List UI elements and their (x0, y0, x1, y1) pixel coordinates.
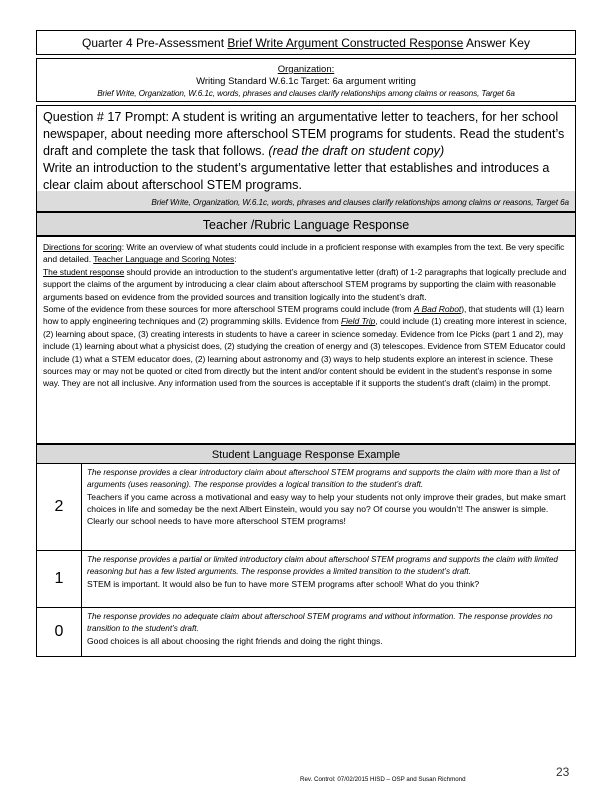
directions-text6: , could include (1) creating more interest in science, (2) learning about space, (3) creating interests in students to have a career in science someday. Evidence from Ice Picks (part 1 and 2), may include (1) learning about what a physicist does, (2) studying the creation of energy and (3) telescopes. Evidence from STEM Educator could include (1) what a STEM educator does, (2) learning about astronomy and (3) ways to help students explore an interest in science. These sources may or may not be quoted or cited from directly but the intent and/or content should be evident in the student’s response in some way. They are not all inclusive. Any information used from the sources is acceptable if it supports the student’s draft (claim) in the prompt. (43, 316, 567, 389)
question-subline: Brief Write, Organization, W.6.1c, words, phrases and clauses clarify relationships among claims or reasons, Target 6a (151, 198, 569, 207)
title-part1: Quarter 4 Pre-Assessment (82, 36, 228, 50)
footer-revision: Rev. Control: 07/02/2015 HISD – OSP and Susan Richmond (300, 776, 466, 783)
directions-box (36, 236, 576, 444)
question-prompt-note: (read the draft on student copy) (264, 144, 445, 158)
rubric-row-score-1 (36, 551, 576, 608)
source-field-trip: Field Trip (341, 316, 376, 327)
organization-label: Organization: (277, 64, 335, 75)
rubric-text (87, 467, 571, 527)
source-a-bad-robot: A Bad Robot (413, 304, 462, 315)
rubric-example: Good choices is all about choosing the right friends and doing the right things. (87, 635, 383, 646)
teacher-header: Teacher /Rubric Language Response (36, 212, 576, 236)
rubric-text (87, 611, 571, 647)
organization-description: Brief Write, Organization, W.6.1c, words, phrases and clauses clarify relationships among claims or reasons, Target 6a (97, 89, 515, 98)
title-part3: Answer Key (463, 36, 530, 50)
organization-box (36, 58, 576, 102)
score-cell: 2 (37, 464, 82, 550)
rubric-description: The response provides no adequate claim about afterschool STEM programs and without information. The response provides no transition to the student’s draft. (87, 612, 553, 633)
rubric-row-score-2 (36, 464, 576, 551)
score-cell: 1 (37, 551, 82, 607)
title-box (36, 30, 576, 55)
notes-label: Teacher Language and Scoring Notes (93, 254, 235, 265)
title-part2: Brief Write Argument Constructed Response (227, 36, 464, 50)
page-number: 23 (556, 765, 570, 779)
rubric-text (87, 554, 571, 590)
directions-text5: ), that students will (1) learn how to apply engineering techniques and (2) programming skills. Evidence from (43, 304, 565, 327)
score-cell: 0 (37, 608, 82, 656)
rubric-example: STEM is important. It would also be fun to have more STEM programs after school! What do you think? (87, 578, 480, 589)
question-box (36, 105, 576, 212)
student-header: Student Language Response Example (36, 444, 576, 464)
question-text (37, 106, 575, 194)
organization-standard: Writing Standard W.6.1c Target: 6a argument writing (196, 76, 416, 87)
rubric-description: The response provides a partial or limited introductory claim about afterschool STEM programs and supports the claim with limited reasoning but has a few listed arguments. The response provides a limited transition to the student’s draft. (87, 555, 558, 576)
question-prompt: Question # 17 Prompt: A student is writing an argumentative letter to teachers, for her school newspaper, about needing more afterschool STEM programs for students. Read the student’s draft and complete the task that follows. (43, 110, 565, 158)
directions-label: Directions for scoring (43, 242, 122, 252)
rubric-row-score-0 (36, 608, 576, 657)
student-response-label: The student response (43, 266, 125, 277)
rubric-example: Teachers if you came across a motivational and easy way to help your students not only improve their grades, but make smart choices in life and someday be the next Albert Einstein, would you say no? Of course you wouldn’t! The answer is simple. Clearly our school needs to have more afterschool STEM programs! (87, 491, 566, 526)
directions-text4: Some of the evidence from these sources for more afterschool STEM programs could include (from (43, 304, 414, 315)
question-task: Write an introduction to the student’s argumentative letter that establishes and introduces a clear claim about afterschool STEM programs. (43, 161, 550, 192)
directions-text2: : (234, 254, 237, 265)
directions-text1: : Write an overview of what students could include in a proficient response with examples from the text. Be very specific and detailed. (43, 242, 565, 265)
directions-text3: should provide an introduction to the student’s argumentative letter (draft) of 1-2 paragraphs that logically preclude and support the claims of the argument by introducing a clear claim about afterschool STEM programs by supporting the claim with reasonable arguments based on evidence from the provided sources and transition logically into the student’s draft. (43, 266, 567, 302)
rubric-description: The response provides a clear introductory claim about afterschool STEM programs and supports the claim with more than a list of arguments (uses reasoning). The response provides a logical transition to the student’s draft. (87, 468, 560, 489)
